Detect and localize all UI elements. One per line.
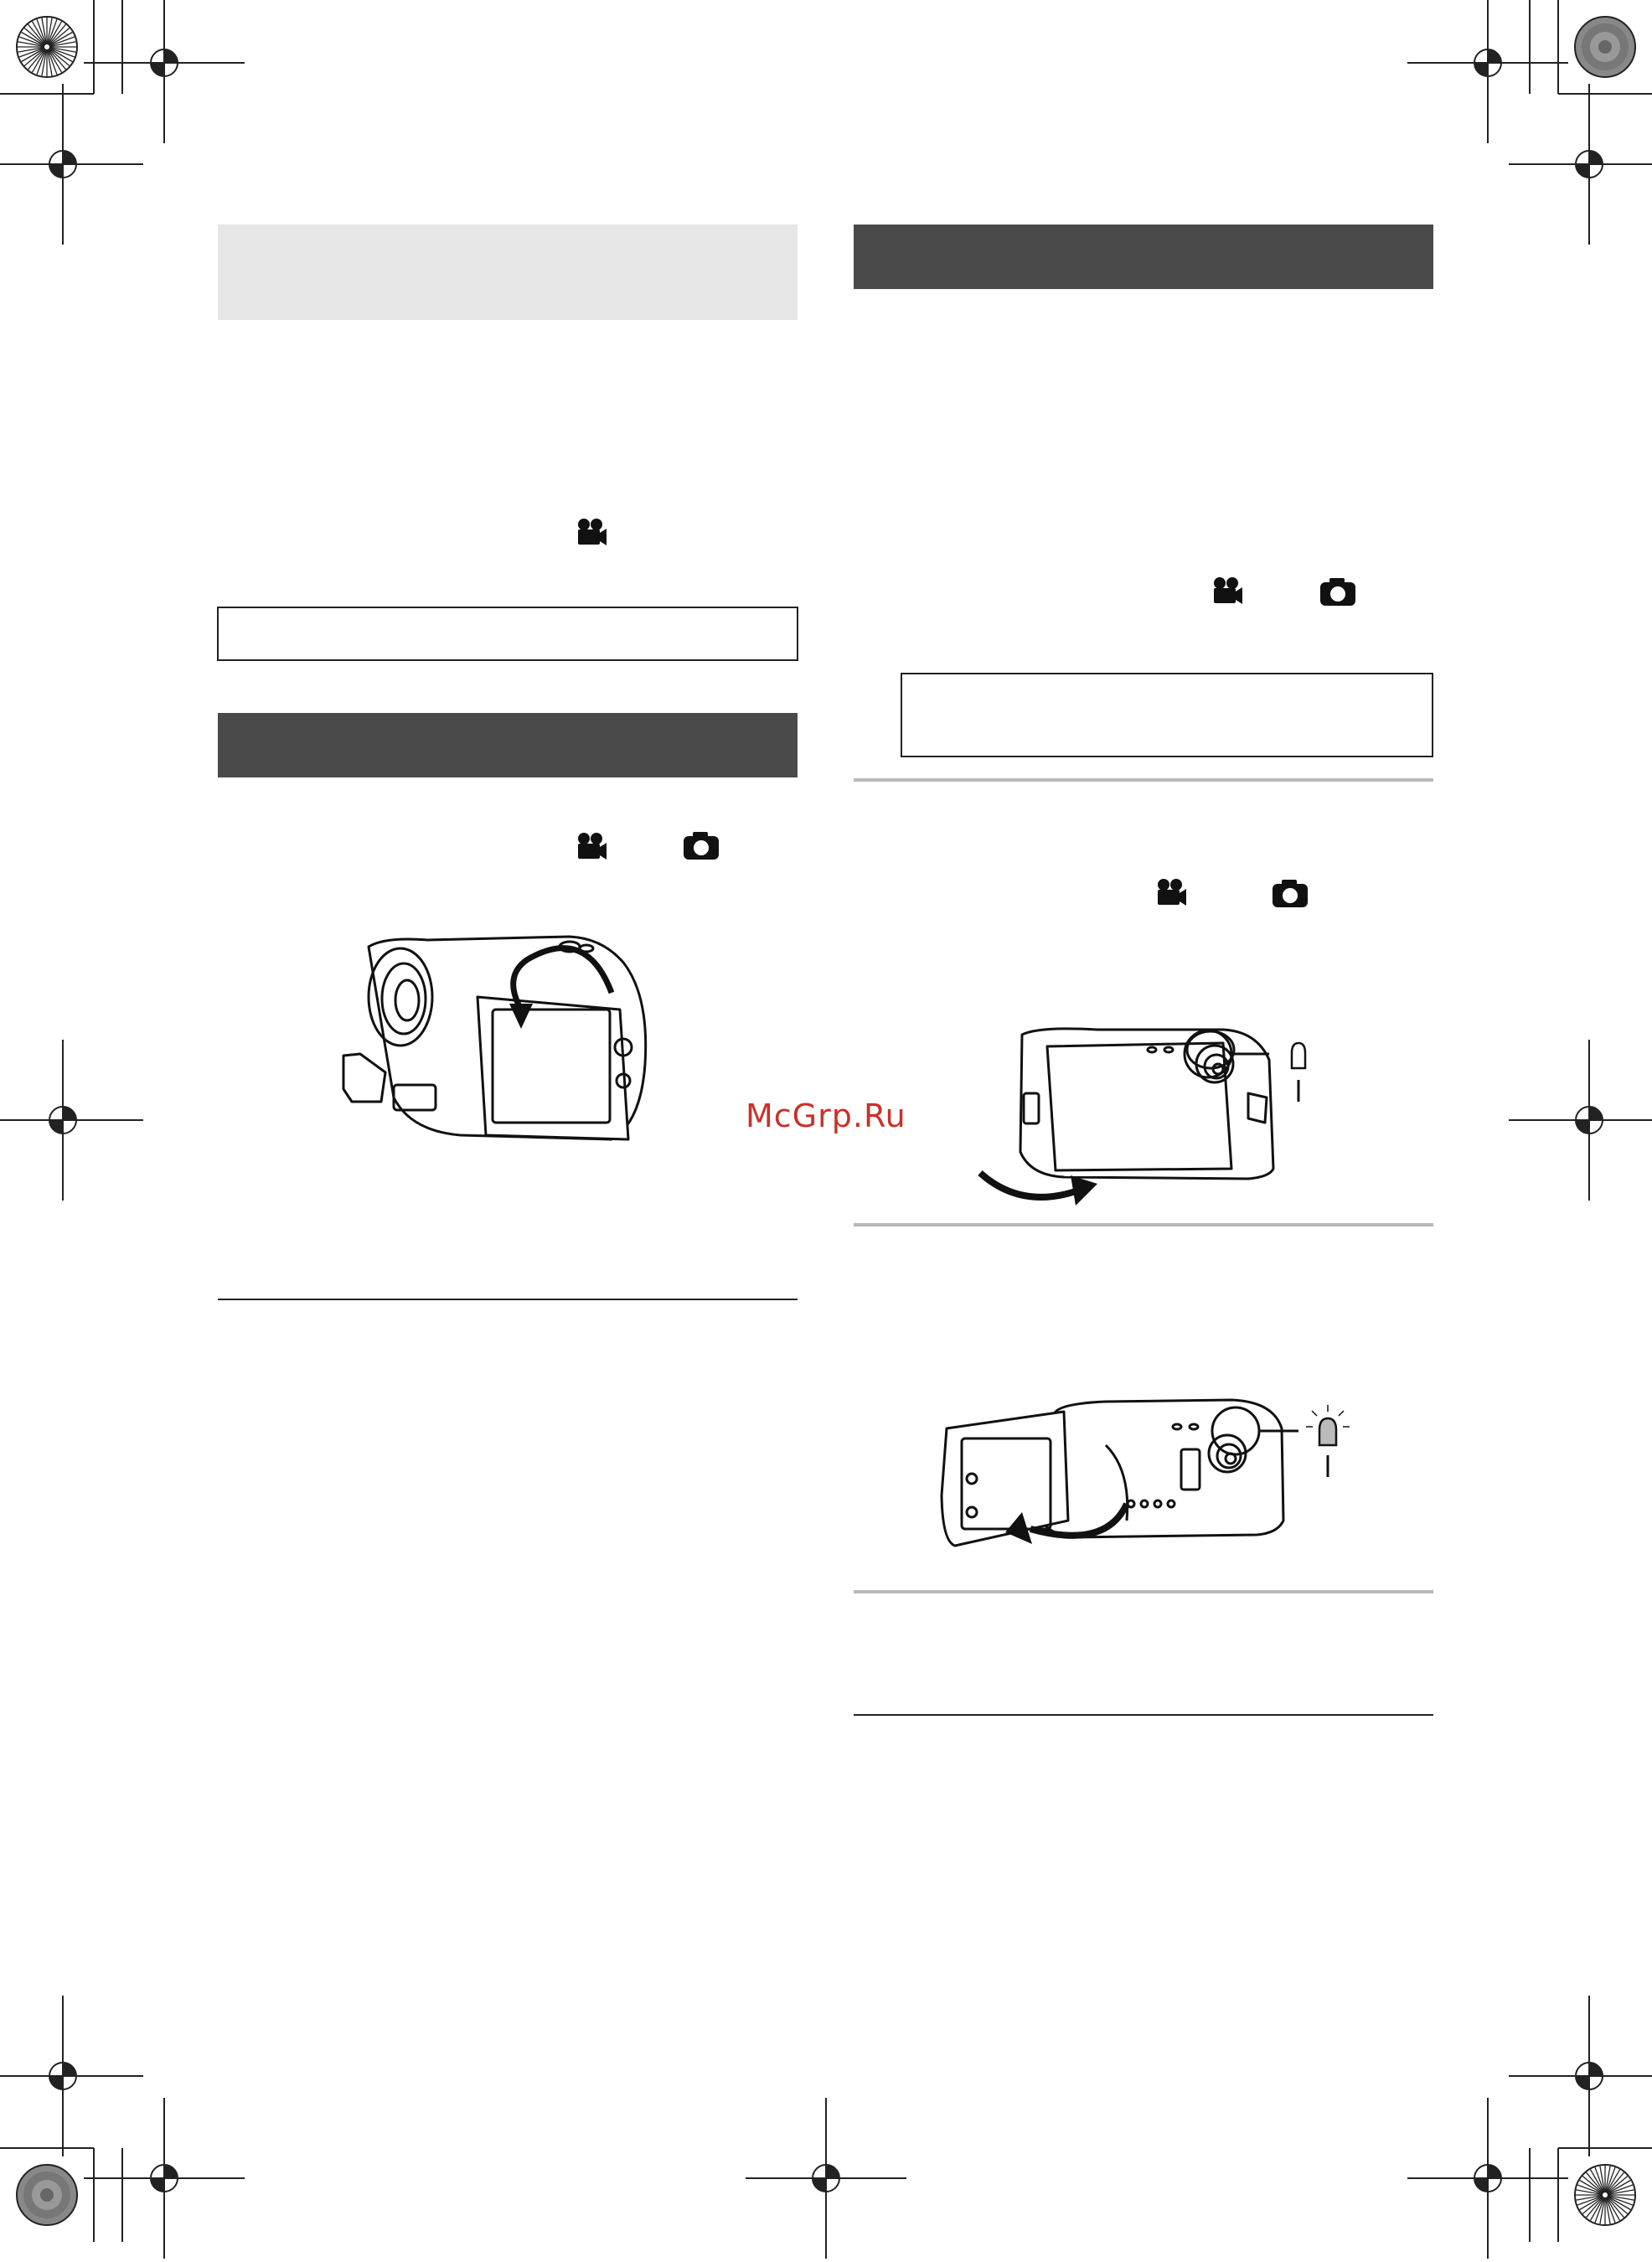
movie-camera-icon bbox=[575, 832, 608, 862]
section-header-dark bbox=[854, 225, 1433, 289]
still-camera-icon bbox=[683, 832, 720, 860]
camcorder-lcd-reopening-illustration bbox=[938, 1395, 1357, 1562]
section-divider bbox=[854, 1714, 1433, 1716]
starburst-target-icon bbox=[13, 2161, 80, 2228]
step-divider bbox=[854, 778, 1433, 782]
camcorder-lcd-closing-illustration bbox=[972, 1026, 1340, 1211]
registration-crosshair-icon bbox=[80, 2094, 248, 2262]
registration-crosshair-icon bbox=[1404, 2094, 1572, 2262]
note-box bbox=[901, 673, 1433, 757]
still-camera-icon bbox=[1272, 880, 1309, 908]
registration-crosshair-icon bbox=[742, 2094, 910, 2262]
still-camera-icon bbox=[1319, 578, 1356, 607]
movie-camera-icon bbox=[1211, 576, 1244, 607]
watermark: McGrp.Ru bbox=[746, 1097, 906, 1134]
step-divider bbox=[854, 1223, 1433, 1227]
movie-camera-icon bbox=[575, 518, 608, 548]
section-header-light bbox=[218, 225, 798, 320]
starburst-target-icon bbox=[1572, 2161, 1639, 2228]
registration-crosshair-icon bbox=[1505, 80, 1652, 248]
registration-crosshair-icon bbox=[1505, 1036, 1652, 1204]
registration-crosshair-icon bbox=[0, 1036, 147, 1204]
section-divider bbox=[218, 1299, 798, 1300]
section-header-dark bbox=[218, 713, 798, 777]
note-box bbox=[217, 607, 798, 661]
step-divider bbox=[854, 1590, 1433, 1593]
starburst-target-icon bbox=[13, 13, 80, 80]
movie-camera-icon bbox=[1154, 878, 1188, 908]
registration-crosshair-icon bbox=[0, 80, 147, 248]
camcorder-lcd-opening-illustration bbox=[335, 930, 687, 1148]
starburst-target-icon bbox=[1572, 13, 1639, 80]
